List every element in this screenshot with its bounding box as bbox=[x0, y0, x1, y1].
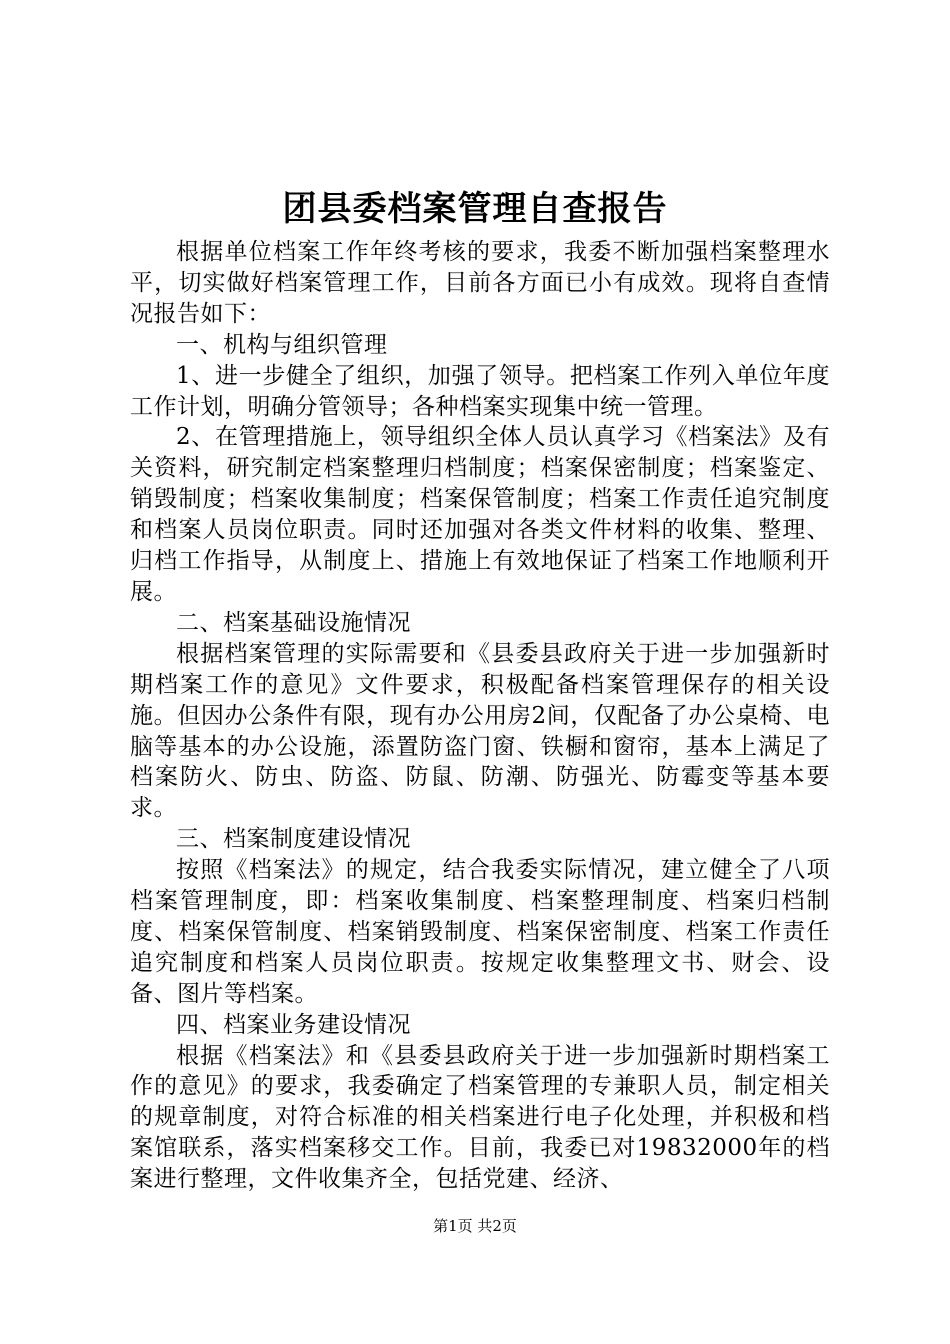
page-footer: 第1页 共2页 bbox=[433, 1217, 517, 1235]
body-paragraph: 2、在管理措施上，领导组织全体人员认真学习《档案法》及有关资料，研究制定档案整理归档制度；档案保密制度；档案鉴定、销毁制度；档案收集制度；档案保管制度；档案工作责任追究制度和档案人员岗位职责。同时还加强对各类文件材料的收集、整理、归档工作指导，从制度上、措施上有效地保证了档案工作地顺利开展。 bbox=[130, 424, 830, 605]
body-paragraph: 按照《档案法》的规定，结合我委实际情况，建立健全了八项档案管理制度，即：档案收集制度、档案整理制度、档案归档制度、档案保管制度、档案销毁制度、档案保密制度、档案工作责任追究制度和档案人员岗位职责。按规定收集整理文书、财会、设备、图片等档案。 bbox=[130, 857, 830, 1007]
document-title: 团县委档案管理自查报告 bbox=[282, 189, 668, 229]
body-paragraph: 根据《档案法》和《县委县政府关于进一步加强新时期档案工作的意见》的要求，我委确定了档案管理的专兼职人员，制定相关的规章制度，对符合标准的相关档案进行电子化处理，并积极和档案馆联系，落实档案移交工作。目前，我委已对19832000年的档案进行整理，文件收集齐全，包括党建、经济、 bbox=[130, 1042, 830, 1193]
section-heading-facilities: 二、档案基础设施情况 bbox=[176, 609, 411, 636]
section-heading-system: 三、档案制度建设情况 bbox=[176, 826, 411, 853]
document-body bbox=[130, 237, 830, 1195]
body-paragraph: 根据档案管理的实际需要和《县委县政府关于进一步加强新时期档案工作的意见》文件要求，积极配备档案管理保存的相关设施。但因办公条件有限，现有办公用房2间，仅配备了办公桌椅、电脑等基本的办公设施，添置防盗门窗、铁橱和窗帘，基本上满足了档案防火、防虫、防盗、防鼠、防潮、防强光、防霉变等基本要求。 bbox=[130, 640, 830, 822]
intro-paragraph: 根据单位档案工作年终考核的要求，我委不断加强档案整理水平，切实做好档案管理工作，目前各方面已小有成效。现将自查情况报告如下： bbox=[130, 239, 830, 327]
section-heading-organization: 一、机构与组织管理 bbox=[176, 331, 388, 358]
section-heading-business: 四、档案业务建设情况 bbox=[176, 1011, 411, 1038]
body-paragraph: 1、进一步健全了组织，加强了领导。把档案工作列入单位年度工作计划，明确分管领导；各种档案实现集中统一管理。 bbox=[130, 362, 830, 420]
